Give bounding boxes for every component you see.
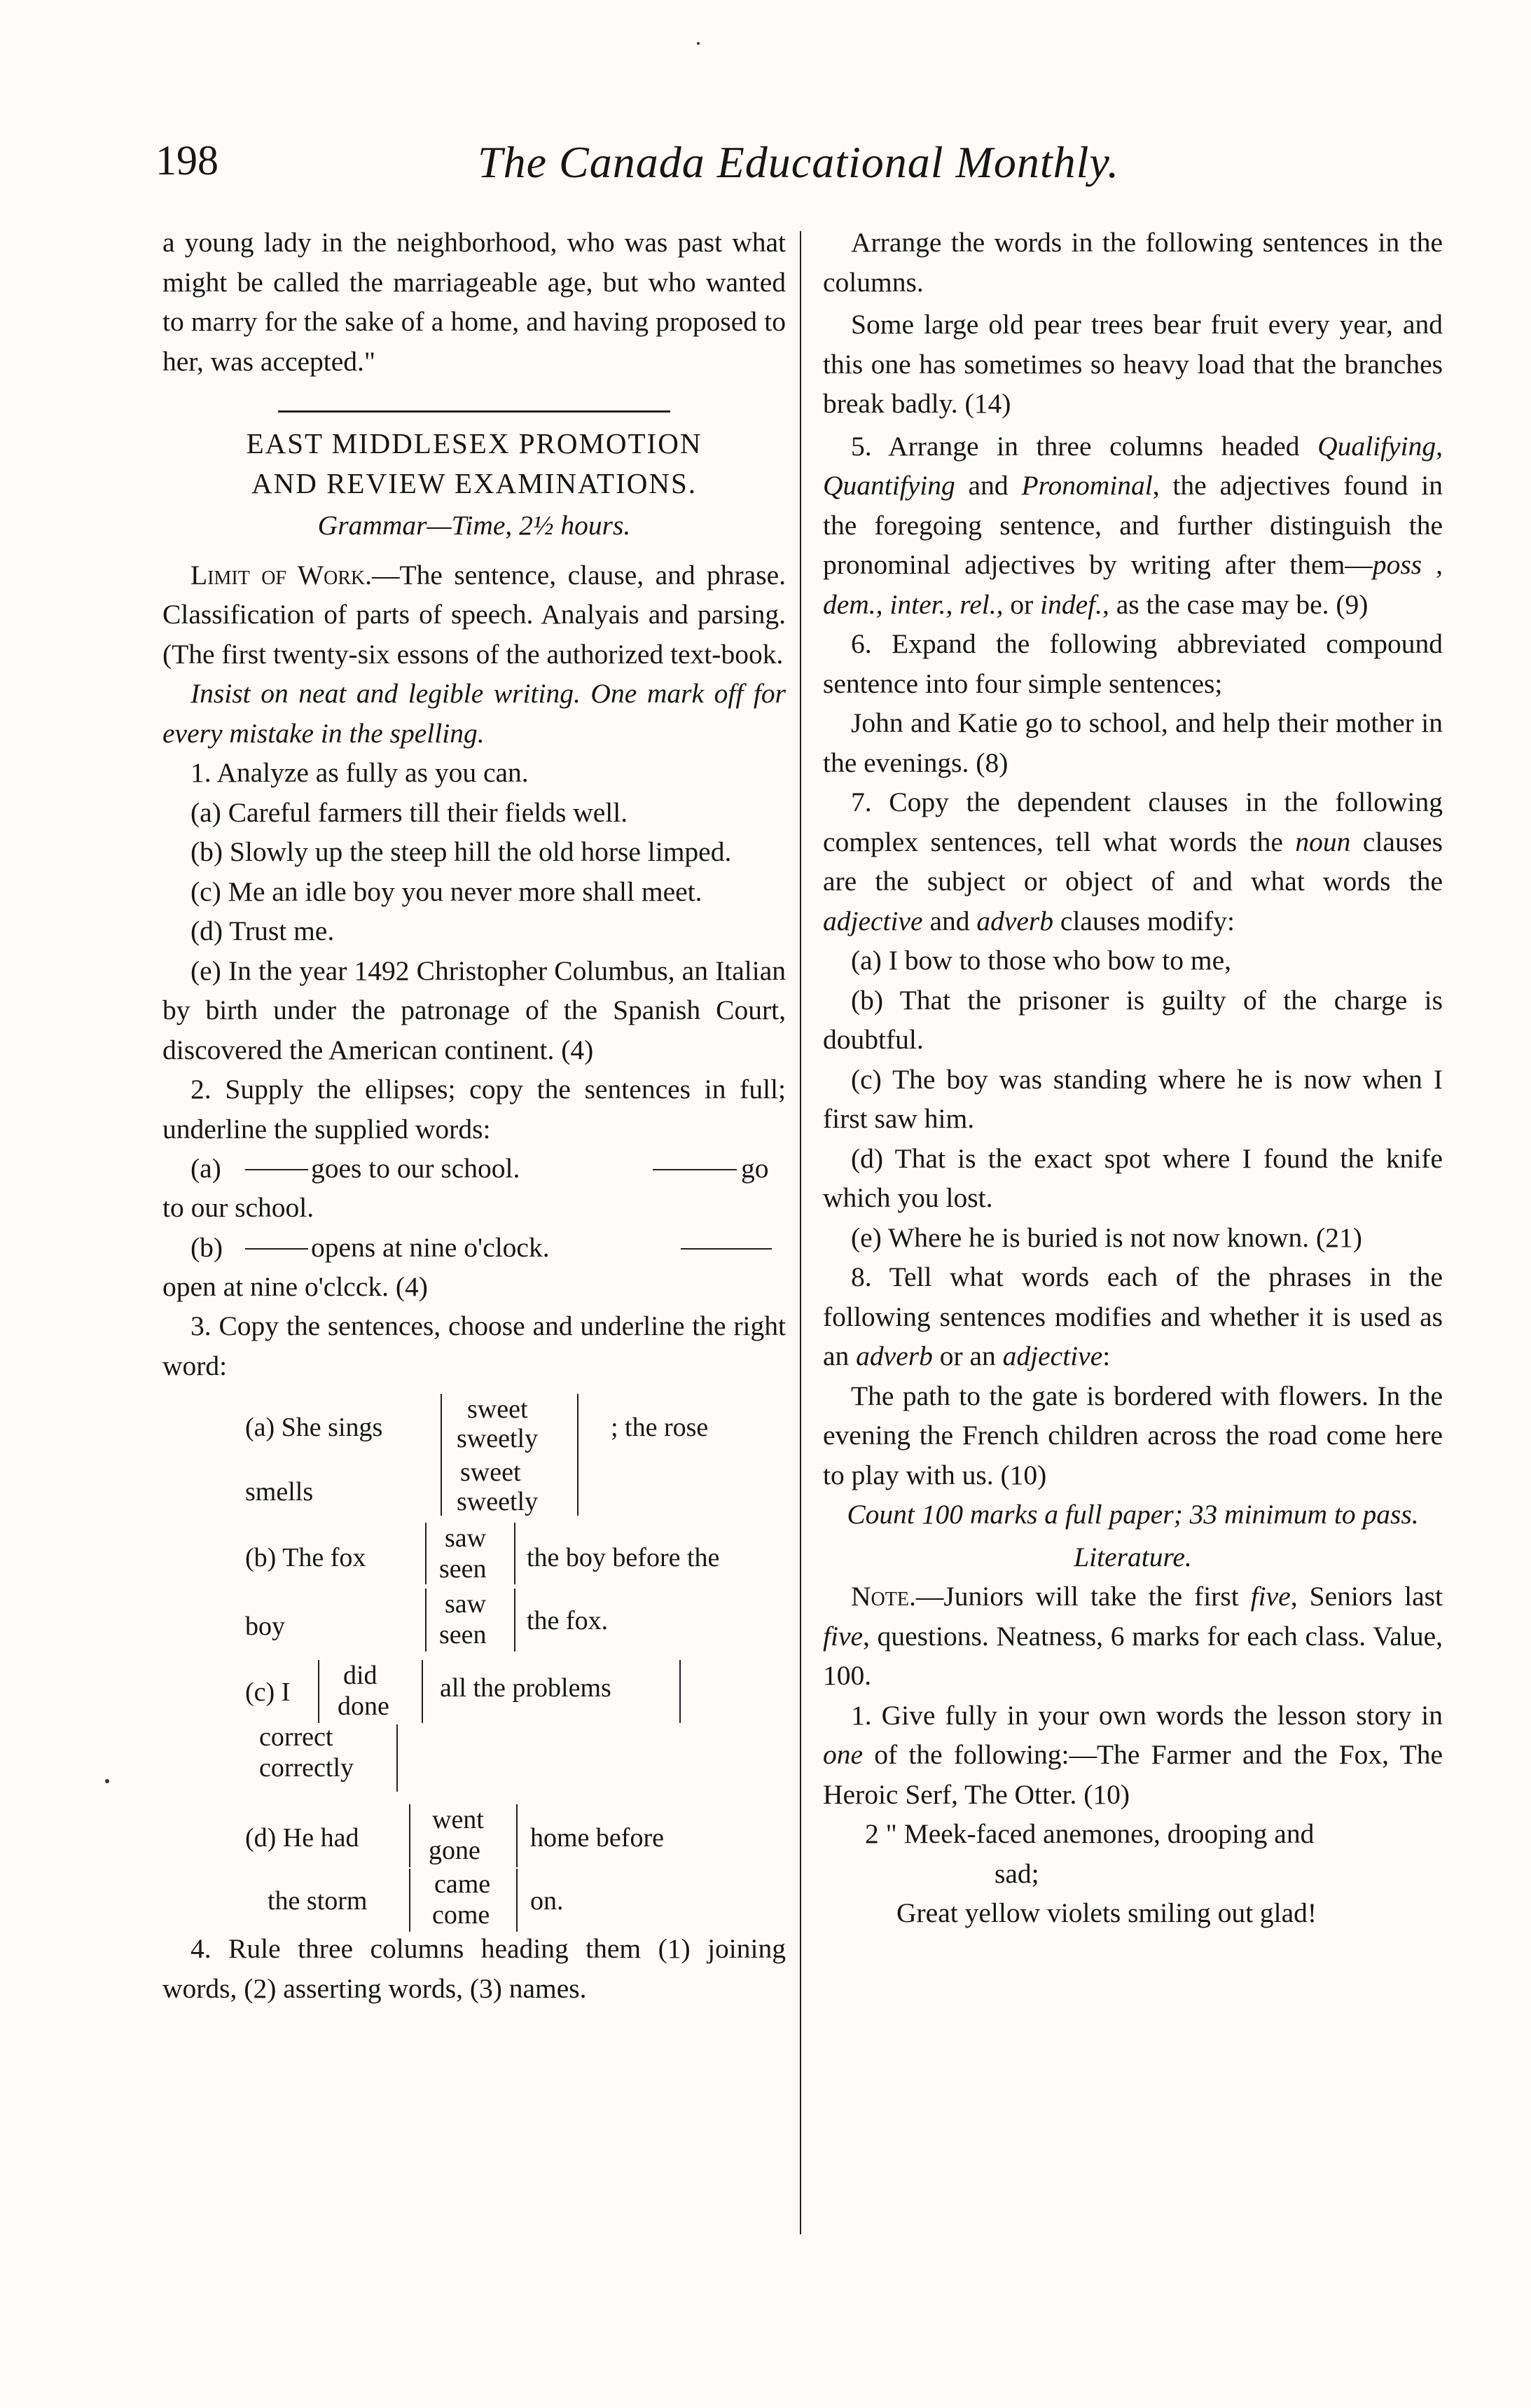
right-column	[823, 223, 1443, 1933]
page-number: 198	[155, 137, 219, 184]
choice-option: came	[434, 1869, 491, 1899]
note-term: five	[823, 1620, 864, 1652]
limit-text: —The sentence, clause, and phrase. Classification of parts of speech. Analyais and parsing. (The first twenty-six essons of the authorized text-book.	[162, 559, 786, 670]
ellipsis-continuation: open at nine o'clcck. (4)	[162, 1271, 428, 1302]
limit-of-work-paragraph	[162, 555, 786, 674]
q5-term: indef.	[1040, 588, 1102, 620]
label-b: (b)	[190, 1231, 223, 1263]
choice-option: saw	[445, 1523, 487, 1553]
choice-option: done	[338, 1691, 389, 1721]
choice-option: did	[343, 1661, 377, 1690]
bracket-bar	[441, 1455, 442, 1516]
q5-text: , as the case may be. (9)	[1102, 588, 1369, 620]
q7-text: and	[922, 905, 977, 936]
arrange-instruction: Arrange the words in the following sentences in the columns.	[823, 227, 1443, 298]
question-1c: (c) Me an idle boy you never more shall meet.	[190, 876, 702, 907]
ellipsis-text: opens at nine o'clock.	[311, 1231, 550, 1263]
choice-option: sweetly	[457, 1487, 539, 1516]
bracket-bar	[577, 1455, 579, 1516]
limit-label: Limit of Work.	[190, 559, 372, 590]
q5-text: 5. Arrange in three columns headed	[851, 430, 1318, 462]
question-2: 2. Supply the ellipses; copy the sentences in full; underline the supplied words:	[162, 1074, 786, 1144]
question-5	[823, 427, 1443, 625]
ellipsis-blank	[245, 1248, 308, 1250]
q8-term: adverb	[856, 1341, 933, 1371]
insist-note: Insist on neat and legible writing. One mark off for every mistake in the spelling.	[162, 678, 786, 749]
choice-option: saw	[445, 1589, 487, 1619]
q5-term: Pronominal	[1021, 470, 1153, 501]
q5-text: , the adjectives found in the foregoing sentence, and further distinguish the pronominal adjectives by writing after them—	[823, 470, 1443, 580]
choice-option: come	[432, 1900, 490, 1930]
question-7d: (d) That is the exact spot where I found the knife which you lost.	[823, 1142, 1443, 1213]
note-text: , questions. Neatness, 6 marks for each class. Value, 100.	[823, 1620, 1443, 1691]
l1-text: 1. Give fully in your own words the lesson story in	[851, 1699, 1443, 1731]
l1-term: one	[823, 1739, 864, 1770]
poem-line-2: sad;	[995, 1857, 1039, 1889]
note-label: Note.	[851, 1581, 916, 1612]
note-text: —Juniors will take the first	[915, 1581, 1251, 1612]
ellipsis-text: go	[741, 1153, 769, 1184]
choice-b-lead2: boy	[245, 1612, 285, 1641]
ellipsis-text: goes to our school.	[311, 1153, 520, 1184]
choice-c-lead: (c) I	[245, 1677, 291, 1707]
bracket-bar	[425, 1523, 427, 1584]
question-1d: (d) Trust me.	[190, 915, 335, 946]
choice-option: sweet	[460, 1458, 521, 1487]
count-note: Count 100 marks a full paper; 33 minimum to pass.	[847, 1499, 1419, 1530]
question-1: 1. Analyze as fully as you can.	[190, 757, 529, 788]
q7-term: adverb	[976, 905, 1054, 936]
q5-text: or	[1003, 588, 1041, 620]
note-text: , Seniors last	[1290, 1581, 1443, 1612]
question-7	[823, 782, 1443, 941]
bracket-bar	[679, 1660, 681, 1723]
question-6: 6. Expand the following abbreviated compound sentence into four simple sentences;	[823, 628, 1443, 699]
literature-heading: Literature.	[1074, 1541, 1192, 1572]
bracket-bar	[441, 1394, 442, 1455]
question-8	[823, 1257, 1443, 1376]
choice-a-lead2: smells	[245, 1477, 314, 1507]
section-heading-line1: EAST MIDDLESEX PROMOTION	[246, 427, 702, 459]
choice-d-tail2: on.	[530, 1886, 564, 1916]
word-choice-block	[162, 1385, 786, 1930]
question-7e: (e) Where he is buried is not now known. (21)	[851, 1222, 1362, 1253]
margin-speck	[105, 1779, 109, 1783]
ellipsis-line-b	[162, 1228, 786, 1267]
choice-option: went	[432, 1805, 484, 1834]
choice-b-tail: the boy before the	[527, 1543, 720, 1572]
q8-term: adjective	[1002, 1341, 1103, 1371]
question-7a: (a) I bow to those who bow to me,	[851, 945, 1232, 976]
choice-option: gone	[429, 1836, 480, 1865]
question-1e: (e) In the year 1492 Christopher Columbus, an Italian by birth under the patronage of the Spanish Court, discovered the American continent. (4)	[162, 955, 786, 1065]
bracket-bar	[516, 1869, 518, 1932]
note-paragraph	[823, 1577, 1443, 1696]
ellipsis-blank	[245, 1169, 308, 1170]
choice-d-lead2: the storm	[268, 1886, 368, 1916]
q5-text: ,	[1436, 430, 1443, 462]
label-a: (a)	[190, 1153, 221, 1184]
choice-b-tail2: the fox.	[527, 1606, 609, 1635]
poem-line-3: Great yellow violets smiling out glad!	[896, 1897, 1317, 1928]
bracket-bar	[409, 1869, 410, 1932]
q5-text: and	[955, 470, 1022, 501]
bracket-bar	[577, 1394, 579, 1455]
arrange-sentence: Some large old pear trees bear fruit every year, and this one has sometimes so heavy load that the branches break badly. (14)	[823, 309, 1443, 419]
bracket-bar	[409, 1804, 410, 1867]
choice-option: seen	[439, 1620, 487, 1649]
bracket-bar	[516, 1804, 518, 1867]
question-7b: (b) That the prisoner is guilty of the charge is doubtful.	[823, 984, 1443, 1055]
q5-term: Qualifying	[1317, 430, 1436, 462]
top-speck	[697, 42, 700, 45]
bracket-bar	[318, 1660, 319, 1723]
choice-d-lead: (d) He had	[245, 1823, 359, 1853]
choice-option: seen	[439, 1554, 487, 1584]
subject-subheading: Grammar—Time, 2½ hours.	[317, 510, 631, 541]
ellipsis-blank	[681, 1248, 772, 1250]
section-rule	[278, 410, 670, 413]
q8-text: 8. Tell what words each of the phrases in the following sentences modifies and whether it is used as an	[823, 1261, 1443, 1371]
ellipsis-line-a	[162, 1149, 786, 1188]
choice-d-tail: home before	[530, 1823, 664, 1853]
choice-a-tail: ; the rose	[611, 1413, 709, 1442]
section-heading-line2: AND REVIEW EXAMINATIONS.	[251, 466, 697, 499]
q7-term: adjective	[823, 905, 923, 936]
bracket-bar	[514, 1523, 515, 1584]
q8-text: :	[1102, 1341, 1111, 1371]
continued-paragraph: a young lady in the neighborhood, who was past what might be called the marriageable age, but who wanted to marry for the sake of a home, and having proposed to her, was accepted."	[162, 227, 786, 377]
bracket-bar	[396, 1724, 398, 1792]
question-3: 3. Copy the sentences, choose and underline the right word:	[162, 1310, 786, 1381]
column-divider	[800, 231, 801, 2234]
bracket-bar	[422, 1660, 423, 1723]
choice-c-tail: all the problems	[440, 1673, 611, 1703]
choice-a-lead: (a) She sings	[245, 1413, 383, 1442]
bracket-bar	[514, 1589, 515, 1652]
q7-text: clauses are the subject or object of and what words the	[823, 826, 1443, 897]
choice-b-lead: (b) The fox	[245, 1543, 366, 1572]
q8-text: or an	[932, 1341, 1003, 1371]
question-7c: (c) The boy was standing where he is now when I first saw him.	[823, 1063, 1443, 1134]
literature-question-1	[823, 1696, 1443, 1815]
question-6-sentence: John and Katie go to school, and help their mother in the evenings. (8)	[823, 707, 1443, 778]
q5-term: Quantifying	[823, 470, 955, 501]
poem-line-1: 2 " Meek-faced anemones, drooping and	[865, 1818, 1315, 1849]
ellipsis-blank	[653, 1169, 737, 1170]
left-column	[162, 223, 786, 2008]
question-1b: (b) Slowly up the steep hill the old horse limped.	[190, 836, 732, 867]
q7-text: 7. Copy the dependent clauses in the following complex sentences, tell what words the	[823, 787, 1443, 857]
choice-option: sweet	[467, 1395, 528, 1424]
bracket-bar	[425, 1589, 427, 1652]
question-4: 4. Rule three columns heading them (1) joining words, (2) asserting words, (3) names.	[162, 1933, 786, 2004]
choice-option: sweetly	[457, 1424, 539, 1453]
ellipsis-continuation: to our school.	[162, 1192, 314, 1223]
q5-term: poss , dem., inter., rel.,	[823, 549, 1443, 620]
q7-text: clauses modify:	[1053, 905, 1235, 936]
choice-option: correctly	[259, 1753, 354, 1783]
question-8-sentences: The path to the gate is bordered with flowers. In the evening the French children across the road come here to play with us. (10)	[823, 1380, 1443, 1490]
q7-term: noun	[1295, 826, 1351, 857]
l1-text: of the following:—The Farmer and the Fox, The Heroic Serf, The Otter. (10)	[823, 1739, 1443, 1810]
choice-option: correct	[259, 1722, 333, 1752]
page-header	[155, 137, 1458, 200]
question-1a: (a) Careful farmers till their fields well.	[190, 796, 628, 828]
running-title: The Canada Educational Monthly.	[478, 137, 1120, 187]
note-term: five	[1250, 1581, 1291, 1612]
